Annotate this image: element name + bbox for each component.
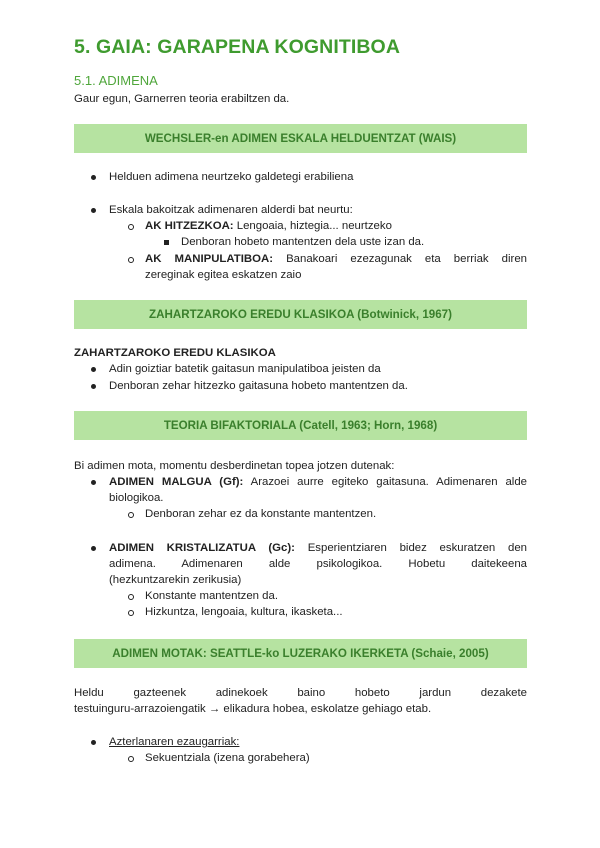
bullet-disc [91, 208, 96, 213]
seattle-text-2: testuinguru-arrazoiengatik → elikadura hobea, eskolatze gehiago etab. [74, 703, 432, 715]
ak-hitzezkoa-text: Lengoaia, hiztegia... neurtzeko [233, 220, 392, 232]
banner-wais: WECHSLER-en ADIMEN ESKALA HELDUENTZAT (WAIS) [74, 124, 527, 153]
intro-text: Gaur egun, Garnerren teoria erabiltzen da. [74, 93, 290, 105]
ak-manipulatiboa-text-1: Banakoari ezezagunak eta berriak diren [273, 253, 527, 265]
gf-text-2: biologikoa. [109, 492, 164, 504]
gc-text-1: Esperientziaren bidez eskuratzen den [294, 542, 527, 554]
bullet-circle [128, 756, 134, 762]
gc-item [109, 540, 527, 556]
bullet-circle [128, 610, 134, 616]
zahartzaroko-bullet-1: Adin goiztiar batetik gaitasun manipulatiboa jeisten da [109, 363, 381, 375]
bifaktoriala-intro: Bi adimen mota, momentu desberdinetan topea jotzen dutenak: [74, 460, 395, 472]
gc-text-2: adimena. Adimenaren alde psikologikoa. Hobetu daitekeena [109, 558, 527, 570]
gf-text-1: Arazoei aurre egiteko gaitasuna. Adimenaren alde [243, 476, 527, 488]
ak-hitzezkoa-item [145, 218, 392, 234]
bullet-disc [91, 175, 96, 180]
ak-manipulatiboa-item [145, 251, 527, 267]
wais-bullet-1: Helduen adimena neurtzeko galdetegi erabiliena [109, 171, 354, 183]
page-title: 5. GAIA: GARAPENA KOGNITIBOA [74, 36, 401, 58]
wais-bullet-2: Eskala bakoitzak adimenaren alderdi bat neurtu: [109, 204, 353, 216]
bullet-disc [91, 546, 96, 551]
bullet-disc [91, 740, 96, 745]
gf-item [109, 474, 527, 490]
ak-hitzezkoa-sub: Denboran hobeto mantentzen dela uste izan da. [181, 236, 425, 248]
gc-text-3: (hezkuntzarekin zerikusia) [109, 574, 242, 586]
bullet-square [164, 240, 169, 245]
bullet-circle [128, 224, 134, 230]
azterlana-label: Azterlanaren ezaugarriak: [109, 736, 240, 748]
zahartzaroko-heading: ZAHARTZAROKO EREDU KLASIKOA [74, 347, 276, 359]
azterlana-item [109, 734, 239, 750]
gc-sub-1: Konstante mantentzen da. [145, 590, 278, 602]
banner-seattle: ADIMEN MOTAK: SEATTLE-ko LUZERAKO IKERKETA (Schaie, 2005) [74, 639, 527, 668]
gc-label: ADIMEN KRISTALIZATUA (Gc): [109, 542, 295, 554]
bullet-disc [91, 384, 96, 389]
ak-manipulatiboa-label: AK MANIPULATIBOA: [145, 253, 274, 265]
ak-manipulatiboa-text-2: zereginak egitea eskatzen zaio [145, 269, 302, 281]
bullet-disc [91, 367, 96, 372]
banner-zahartzaroko: ZAHARTZAROKO EREDU KLASIKOA (Botwinick, 1967) [74, 300, 527, 329]
bullet-disc [91, 480, 96, 485]
gc-sub-2: Hizkuntza, lengoaia, kultura, ikasketa... [145, 606, 343, 618]
zahartzaroko-bullet-2: Denboran zehar hitzezko gaitasuna hobeto mantentzen da. [109, 380, 408, 392]
seattle-text-1: Heldu gazteenek adinekoek baino hobeto jardun dezakete [74, 687, 527, 699]
gf-label: ADIMEN MALGUA (Gf): [109, 476, 244, 488]
banner-bifaktoriala: TEORIA BIFAKTORIALA (Catell, 1963; Horn, 1968) [74, 411, 527, 440]
ak-hitzezkoa-label: AK HITZEZKOA: [145, 220, 234, 232]
gf-sub: Denboran zehar ez da konstante mantentzen. [145, 508, 377, 520]
bullet-circle [128, 594, 134, 600]
section-heading-adimena: 5.1. ADIMENA [74, 73, 158, 88]
bullet-circle [128, 257, 134, 263]
azterlana-sub: Sekuentziala (izena gorabehera) [145, 752, 310, 764]
bullet-circle [128, 512, 134, 518]
